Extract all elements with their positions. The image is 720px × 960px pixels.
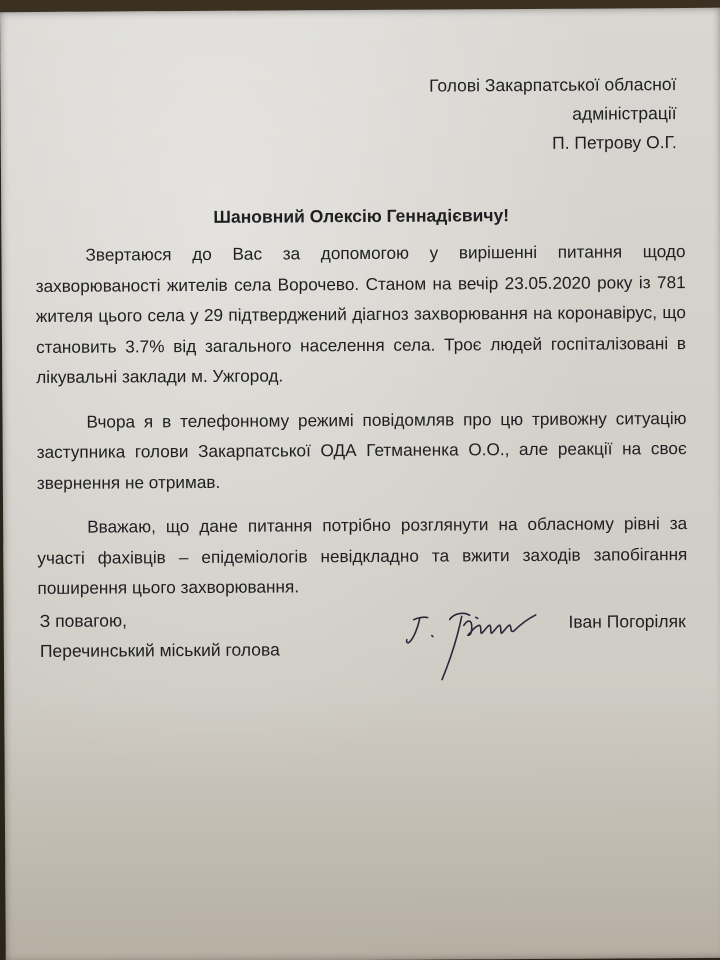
addressee-block xyxy=(429,70,677,159)
closing-regards: З повагою, xyxy=(39,610,127,631)
addressee-line-1: Голові Закарпатської обласної xyxy=(428,74,677,96)
paragraph-3: Вважаю, що дане питання потрібно розглянути на обласному рівні за участі фахівців – епідеміологів невідкладно та вжити заходів запобігання поширення цього захворювання. xyxy=(37,513,688,598)
paragraph-2: Вчора я в телефонному режимі повідомляв про цю тривожну ситуацію заступника голови Закарпатської ОДА Гетманенка О.О., але реакції на своє звернення не отримав. xyxy=(36,407,687,493)
addressee-line-3: П. Петрову О.Г. xyxy=(552,132,677,153)
signer-name: Іван Погоріляк xyxy=(568,611,686,632)
closing-position: Перечинський міський голова xyxy=(39,639,280,661)
closing-block xyxy=(40,605,280,666)
salutation: Шановний Олексію Геннадієвичу! xyxy=(213,205,510,227)
addressee-line-2: адміністрації xyxy=(572,103,677,124)
handwritten-signature xyxy=(402,605,542,686)
paragraph-1: Звертаюся до Вас за допомогою у вирішенні питання щодо захворюваності жителів села Ворочево. Станом на вечір 23.05.2020 року із 781 жителя цього села у 29 підтверджений діагноз захворювання на коронавірус, що становить 3.7% від загального населення села. Троє людей госпіталізовані в лікувальні заклади м. Ужгород. xyxy=(35,241,687,387)
letter-body xyxy=(35,236,687,617)
letter-sheet xyxy=(0,8,720,960)
